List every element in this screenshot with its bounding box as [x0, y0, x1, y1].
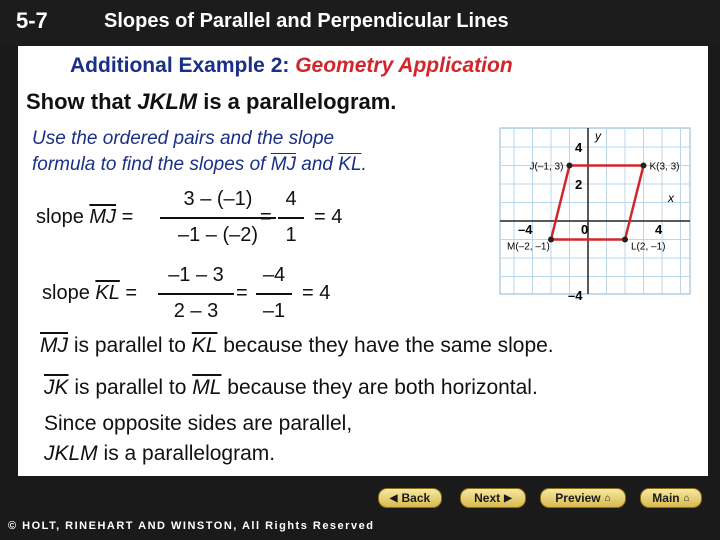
slope-kl-result: = 4 [302, 282, 331, 304]
slope-kl-numerator: –1 – 3 [168, 264, 224, 286]
fraction-bar [158, 293, 234, 295]
slope-mj-label [36, 206, 133, 229]
step-line-1: Use the ordered pairs and the slope [32, 128, 335, 149]
segment-mj: $\overline{MJ}$ [40, 334, 68, 357]
back-label: Back [401, 491, 431, 505]
segment-kl: $\overline{KL}$ [191, 334, 218, 357]
main-label: Main [652, 491, 680, 505]
equals-sign: = [116, 206, 134, 228]
x-tick-label: 0 [581, 222, 589, 237]
slide-header [0, 0, 720, 46]
slope-kl-simplified-denominator: –1 [262, 300, 286, 322]
slope-mj-denominator: –1 – (–2) [177, 224, 259, 246]
preview-label: Preview [555, 491, 601, 505]
next-button[interactable] [460, 488, 526, 508]
conclusion-line-1 [40, 334, 554, 358]
step-and: and [296, 154, 339, 175]
segment-mj: $\overline{MJ}$ [89, 206, 117, 228]
slope-mj-numerator: 3 – (–1) [183, 188, 253, 210]
conclusion-line-4 [44, 442, 275, 466]
back-arrow-icon: ◀ [389, 492, 398, 504]
home-icon: ⌂ [604, 492, 611, 504]
fraction-bar [160, 217, 276, 219]
slope-mj-result: = 4 [314, 206, 343, 228]
preview-button[interactable] [540, 488, 626, 508]
step-end: . [361, 154, 367, 175]
equals-sign: = [119, 282, 138, 304]
subtitle-application: Geometry Application [295, 54, 513, 77]
task-shape: JKLM [137, 89, 198, 114]
task-statement [26, 89, 396, 115]
slope-kl-label [42, 282, 137, 305]
conclusion-text: is a parallelogram. [97, 442, 276, 465]
next-label: Next [474, 491, 501, 505]
lesson-number: 5-7 [16, 8, 48, 33]
slope-mj-simplified-denominator: 1 [285, 224, 297, 246]
slope-kl-simplified-numerator: –4 [262, 264, 286, 286]
x-tick-label: 4 [655, 222, 663, 237]
point-label-k: K(3, 3) [649, 161, 680, 173]
fraction-bar [278, 217, 304, 219]
point-label-l: L(2, –1) [631, 241, 666, 253]
y-tick-label: 2 [575, 177, 583, 192]
fraction-bar [256, 293, 292, 295]
point-k [641, 163, 647, 169]
shape-name: JKLM [44, 442, 98, 465]
conclusion-line-3: Since opposite sides are parallel, [44, 412, 353, 435]
y-axis-label: y [595, 129, 601, 143]
point-l [622, 237, 628, 243]
conclusion-text: because they have the same slope. [217, 334, 554, 357]
task-suffix: is a parallelogram. [197, 89, 397, 114]
step-line-2 [32, 152, 367, 178]
equals-sign: = [260, 206, 272, 228]
task-prefix: Show that [26, 89, 138, 114]
example-subtitle [70, 54, 513, 78]
step-line-2-prefix: formula to find the slopes of [32, 154, 271, 175]
slope-label: slope [36, 206, 90, 228]
subtitle-prefix: Additional Example 2: [70, 54, 296, 77]
x-tick-label: –4 [518, 222, 533, 237]
point-j [567, 163, 573, 169]
coordinate-graph [500, 128, 690, 303]
conclusion-text: is parallel to [68, 376, 193, 399]
back-button[interactable] [378, 488, 442, 508]
point-label-m: M(–2, –1) [507, 241, 550, 253]
y-tick-label: 4 [575, 140, 583, 155]
home-icon: ⌂ [683, 492, 690, 504]
main-button[interactable] [640, 488, 702, 508]
lesson-title: Slopes of Parallel and Perpendicular Lines [104, 10, 509, 32]
copyright-footer: © HOLT, RINEHART AND WINSTON, All Rights Reserved [8, 520, 375, 532]
conclusion-text: is parallel to [68, 334, 192, 357]
segment-kl: $\overline{KL}$ [95, 282, 120, 304]
segment-kl: $\overline{KL}$ [338, 154, 362, 175]
slope-mj-simplified-numerator: 4 [285, 188, 297, 210]
segment-ml: $\overline{ML}$ [192, 376, 222, 399]
x-axis-label: x [668, 191, 674, 205]
slope-kl-denominator: 2 – 3 [173, 300, 219, 322]
slide-content [18, 46, 708, 476]
segment-jk: $\overline{JK}$ [44, 376, 69, 399]
equals-sign: = [236, 282, 248, 304]
step-instruction [32, 126, 367, 178]
conclusion-line-2 [44, 376, 538, 400]
y-tick-label: –4 [568, 288, 583, 303]
conclusion-text: because they are both horizontal. [221, 376, 538, 399]
slope-label: slope [42, 282, 96, 304]
segment-mj: $\overline{MJ}$ [270, 154, 297, 175]
point-label-j: J(–1, 3) [529, 161, 564, 173]
next-arrow-icon: ▶ [504, 492, 512, 504]
